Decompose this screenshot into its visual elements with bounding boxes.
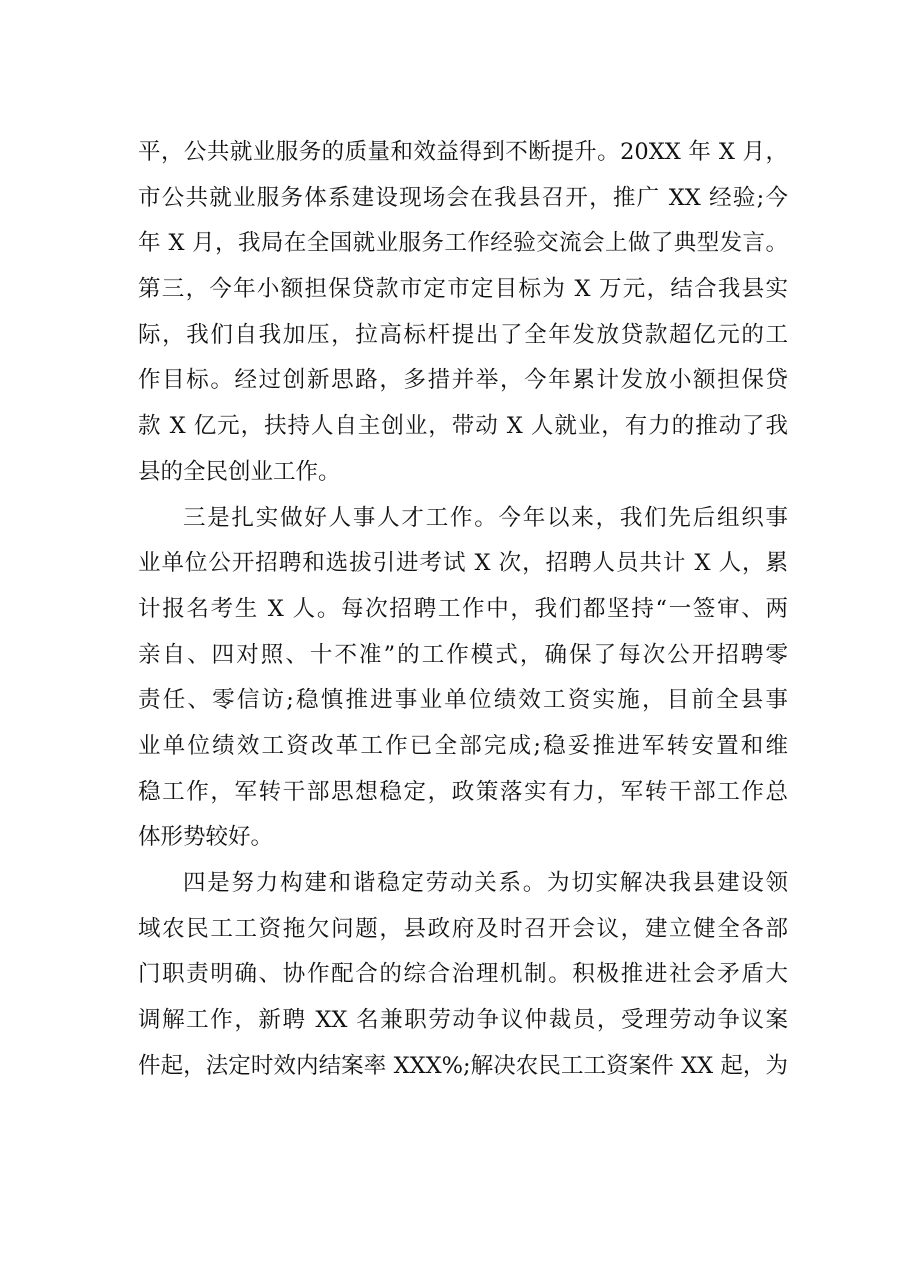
- text-line: 县的全民创业工作。: [138, 458, 341, 485]
- paragraph-start-line: 四是努力构建和谐稳定劳动关系。为切实解决我县建设领: [183, 870, 788, 896]
- text-line: 作目标。经过创新思路，多措并举，今年累计发放小额担保贷: [138, 367, 788, 394]
- text-line: 第三，今年小额担保贷款市定市定目标为 X 万元，结合我县实: [138, 276, 788, 303]
- paragraph-start-line: 三是扎实做好人事人才工作。今年以来，我们先后组织事: [183, 504, 788, 531]
- text-line: 际，我们自我加压，拉高标杆提出了全年发放贷款超亿元的工: [138, 321, 788, 348]
- text-line: 业单位公开招聘和选拔引进考试 X 次，招聘人员共计 X 人，累: [138, 550, 788, 577]
- document-body: [138, 130, 788, 1089]
- text-line: 调解工作，新聘 XX 名兼职劳动争议仲裁员，受理劳动争议案: [138, 1007, 788, 1034]
- text-line: 计报名考生 X 人。每次招聘工作中，我们都坚持“一签审、两: [138, 595, 788, 622]
- text-line: 件起，法定时效内结案率 XXX%;解决农民工工资案件 XX 起，为: [138, 1052, 788, 1079]
- text-line: 责任、零信访;稳慎推进事业单位绩效工资实施，目前全县事: [138, 687, 788, 714]
- text-line: 款 X 亿元，扶持人自主创业，带动 X 人就业，有力的推动了我: [138, 413, 788, 440]
- text-line: 平，公共就业服务的质量和效益得到不断提升。20XX 年 X 月，: [138, 139, 788, 165]
- text-line: 业单位绩效工资改革工作已全部完成;稳妥推进军转安置和维: [138, 732, 788, 759]
- text-line: 年 X 月，我局在全国就业服务工作经验交流会上做了典型发言。: [138, 230, 788, 257]
- text-line: 体形势较好。: [138, 824, 274, 851]
- text-line: 门职责明确、协作配合的综合治理机制。积极推进社会矛盾大: [138, 961, 788, 988]
- text-line: 域农民工工资拖欠问题，县政府及时召开会议，建立健全各部: [138, 915, 788, 942]
- text-line: 亲自、四对照、十不准”的工作模式，确保了每次公开招聘零: [138, 641, 788, 668]
- text-line: 市公共就业服务体系建设现场会在我县召开，推广 XX 经验;今: [138, 184, 788, 211]
- text-line: 稳工作，军转干部思想稳定，政策落实有力，军转干部工作总: [138, 778, 788, 805]
